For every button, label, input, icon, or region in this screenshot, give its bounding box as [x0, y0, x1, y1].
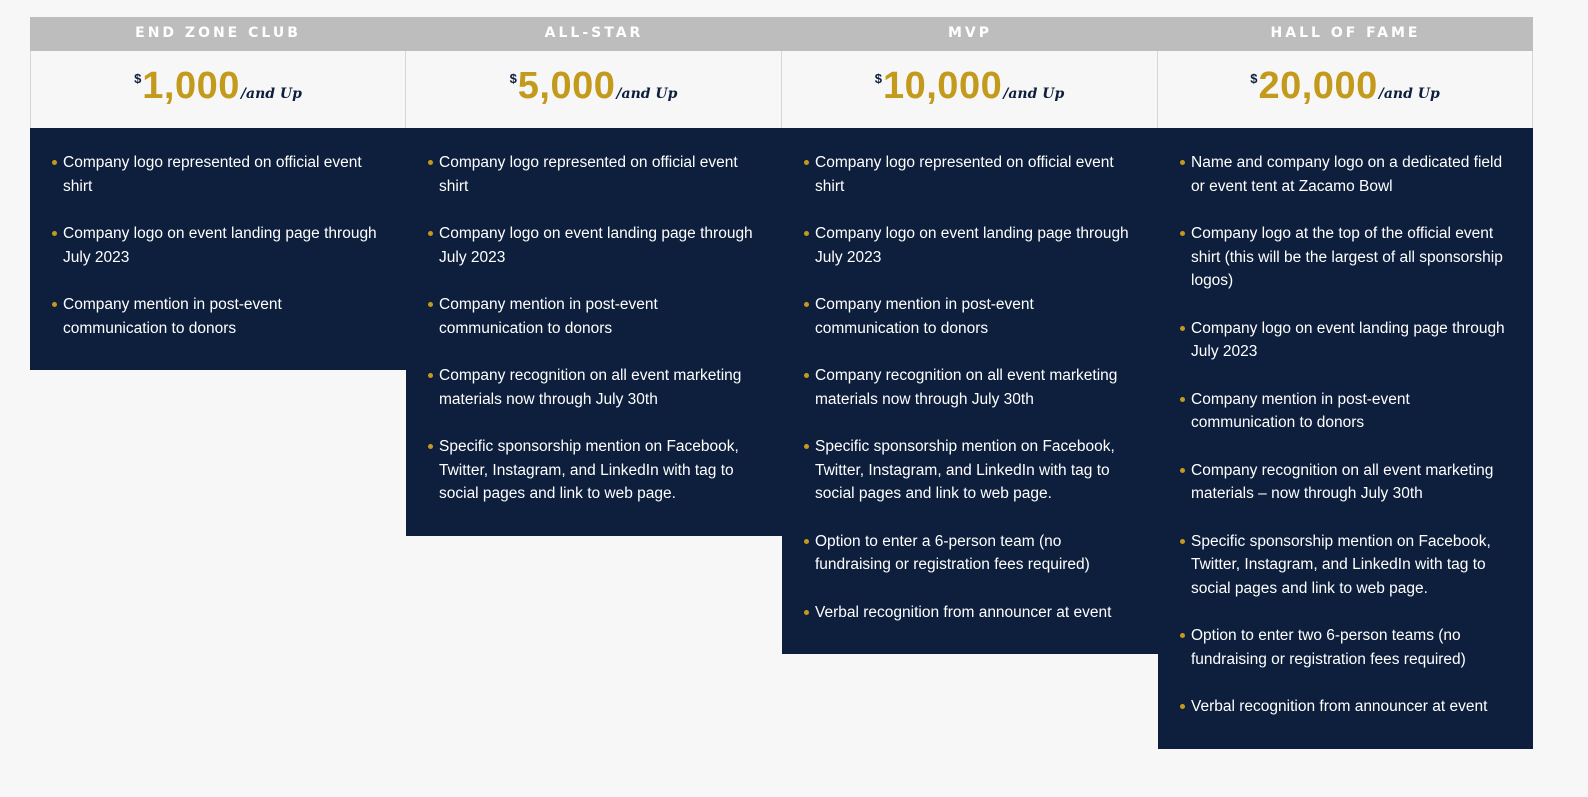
price-currency: $: [1250, 71, 1258, 86]
benefit-item: [1180, 317, 1515, 364]
benefit-item: [428, 364, 764, 411]
tier-price: [30, 51, 406, 128]
bullet-dot-icon: [1180, 633, 1185, 638]
benefit-text: Company logo at the top of the official event shirt (this will be the largest of all sponsorship logos): [1191, 225, 1503, 290]
benefit-item: [1180, 624, 1515, 671]
bullet-dot-icon: [1180, 231, 1185, 236]
benefit-text: Verbal recognition from announcer at event: [1191, 698, 1488, 716]
tier-end-zone-club: [30, 17, 406, 370]
bullet-dot-icon: [428, 373, 433, 378]
price-currency: $: [874, 71, 882, 86]
bullet-dot-icon: [1180, 397, 1185, 402]
benefit-item: [428, 151, 764, 198]
bullet-dot-icon: [1180, 704, 1185, 709]
benefit-text: Specific sponsorship mention on Facebook, Twitter, Instagram, and LinkedIn with tag to social pages and link to web page.: [439, 438, 739, 503]
tier-price: [1158, 51, 1533, 128]
bullet-dot-icon: [428, 160, 433, 165]
benefit-item: [52, 151, 388, 198]
bullet-dot-icon: [804, 373, 809, 378]
price-currency: $: [134, 71, 142, 86]
benefit-text: Company recognition on all event marketing materials now through July 30th: [815, 367, 1118, 408]
benefits-list: [52, 151, 388, 340]
bullet-dot-icon: [804, 539, 809, 544]
bullet-dot-icon: [1180, 326, 1185, 331]
tier-all-star: [406, 17, 782, 536]
benefit-text: Specific sponsorship mention on Facebook, Twitter, Instagram, and LinkedIn with tag to social pages and link to web page.: [1191, 532, 1491, 598]
benefit-text: Company mention in post-event communication to donors: [63, 296, 282, 337]
benefits-list: [804, 151, 1140, 624]
benefit-item: [804, 222, 1140, 269]
benefit-text: Company recognition on all event marketing materials now through July 30th: [439, 367, 742, 408]
benefit-item: [428, 435, 764, 506]
benefit-text: Company logo represented on official event shirt: [815, 154, 1114, 195]
bullet-dot-icon: [804, 302, 809, 307]
benefit-item: [1180, 459, 1515, 506]
tier-title: ALL-STAR: [406, 17, 782, 51]
benefit-text: Option to enter a 6-person team (no fundraising or registration fees required): [815, 532, 1090, 574]
benefits-list: [1180, 151, 1515, 719]
benefit-text: Company recognition on all event marketing materials – now through July 30th: [1191, 461, 1494, 503]
benefit-text: Specific sponsorship mention on Facebook, Twitter, Instagram, and LinkedIn with tag to social pages and link to web page.: [815, 438, 1115, 503]
benefit-text: Company logo represented on official event shirt: [63, 154, 362, 195]
benefit-text: Company logo on event landing page through July 2023: [1191, 319, 1505, 361]
benefit-item: [1180, 695, 1515, 719]
benefits-panel: [782, 128, 1158, 654]
benefit-item: [804, 435, 1140, 506]
benefit-item: [1180, 222, 1515, 293]
sponsorship-tiers: [30, 17, 1533, 749]
benefit-item: [1180, 151, 1515, 198]
bullet-dot-icon: [804, 610, 809, 615]
price-suffix: /and Up: [240, 85, 302, 102]
tier-mvp: [782, 17, 1158, 654]
benefits-panel: [30, 128, 406, 370]
bullet-dot-icon: [52, 231, 57, 236]
benefit-text: Company logo represented on official event shirt: [439, 154, 738, 195]
tier-price: [782, 51, 1158, 128]
benefit-item: [804, 530, 1140, 577]
benefit-text: Company logo on event landing page through July 2023: [439, 225, 753, 266]
benefit-text: Company logo on event landing page through July 2023: [815, 225, 1129, 266]
benefit-item: [804, 151, 1140, 198]
bullet-dot-icon: [804, 231, 809, 236]
bullet-dot-icon: [1180, 539, 1185, 544]
price-amount: 5,000: [517, 65, 616, 107]
bullet-dot-icon: [1180, 160, 1185, 165]
benefits-panel: [1158, 128, 1533, 749]
price-suffix: /and Up: [616, 85, 678, 102]
benefit-text: Company mention in post-event communication to donors: [815, 296, 1034, 337]
price-amount: 10,000: [882, 65, 1003, 107]
bullet-dot-icon: [428, 444, 433, 449]
benefit-text: Name and company logo on a dedicated field or event tent at Zacamo Bowl: [1191, 154, 1503, 195]
benefit-text: Option to enter two 6-person teams (no fundraising or registration fees required): [1191, 627, 1466, 669]
benefit-item: [428, 293, 764, 340]
benefit-text: Company mention in post-event communication to donors: [1191, 390, 1410, 432]
benefit-text: Company logo on event landing page through July 2023: [63, 225, 377, 266]
bullet-dot-icon: [52, 160, 57, 165]
benefit-text: Verbal recognition from announcer at event: [815, 603, 1112, 621]
bullet-dot-icon: [804, 160, 809, 165]
price-suffix: /and Up: [1003, 85, 1065, 102]
tier-title: END ZONE CLUB: [30, 17, 406, 51]
benefit-item: [804, 293, 1140, 340]
benefit-item: [1180, 388, 1515, 435]
tier-hall-of-fame: [1158, 17, 1533, 749]
benefit-item: [52, 222, 388, 269]
benefit-item: [52, 293, 388, 340]
bullet-dot-icon: [1180, 468, 1185, 473]
benefits-list: [428, 151, 764, 506]
price-suffix: /and Up: [1378, 85, 1440, 102]
price-currency: $: [509, 71, 517, 86]
bullet-dot-icon: [52, 302, 57, 307]
bullet-dot-icon: [428, 231, 433, 236]
bullet-dot-icon: [428, 302, 433, 307]
benefit-item: [804, 364, 1140, 411]
benefit-item: [1180, 530, 1515, 601]
tier-title: HALL OF FAME: [1158, 17, 1533, 51]
benefit-item: [428, 222, 764, 269]
benefit-item: [804, 601, 1140, 625]
tier-title: MVP: [782, 17, 1158, 51]
benefit-text: Company mention in post-event communication to donors: [439, 296, 658, 337]
price-amount: 20,000: [1258, 65, 1378, 107]
benefits-panel: [406, 128, 782, 536]
bullet-dot-icon: [804, 444, 809, 449]
tier-price: [406, 51, 782, 128]
price-amount: 1,000: [142, 65, 240, 107]
